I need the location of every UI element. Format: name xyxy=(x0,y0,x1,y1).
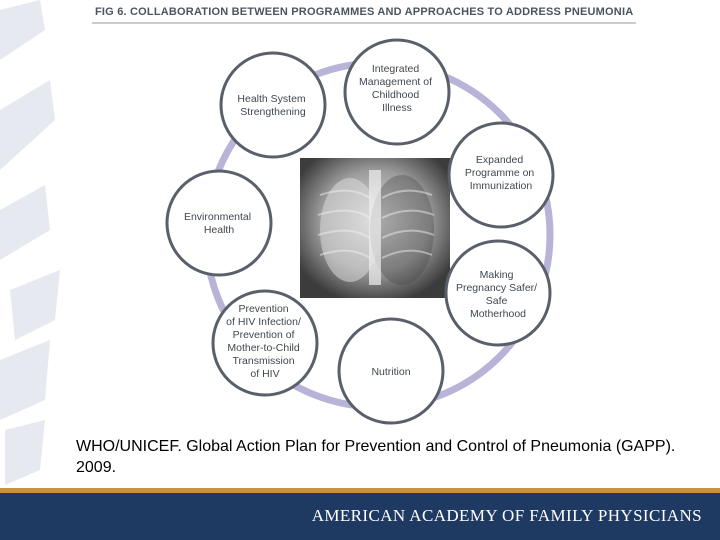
figure-title: FIG 6. COLLABORATION BETWEEN PROGRAMMES AND APPROACHES TO ADDRESS PNEUMONIA xyxy=(95,6,634,18)
citation-text: WHO/UNICEF. Global Action Plan for Prevention and Control of Pneumonia (GAPP). 2009. xyxy=(76,438,676,476)
node-imci xyxy=(345,40,449,144)
node-environmental-health xyxy=(167,171,271,275)
node-health-system xyxy=(221,53,325,157)
footer-bar xyxy=(0,493,720,540)
collaboration-diagram xyxy=(160,30,580,430)
node-hiv xyxy=(213,291,317,395)
node-mps-label: Making Pregnancy Safer/ Safe Motherhood xyxy=(455,269,538,320)
decorative-sidebar xyxy=(0,0,82,488)
node-mps xyxy=(446,241,550,345)
node-nutrition-label: Nutrition xyxy=(371,366,411,378)
title-divider xyxy=(92,22,636,24)
node-epi xyxy=(449,123,553,227)
node-env-label: Environmental Health xyxy=(183,211,252,236)
node-epi-label: Expanded Programme on Immunization xyxy=(464,154,535,192)
chest-xray-image xyxy=(300,158,450,298)
node-imci-label: Integrated Management of Childhood Illness xyxy=(359,63,433,114)
node-hss-label: Health System Strengthening xyxy=(237,93,306,118)
footer-organization-name: AMERICAN ACADEMY OF FAMILY PHYSICIANS xyxy=(311,506,702,525)
sidebar-pattern xyxy=(0,0,82,488)
node-hiv-label: Prevention of HIV Infection/ Prevention of Mother-to-Child Transmission of HIV xyxy=(226,303,301,380)
node-nutrition xyxy=(339,319,443,423)
